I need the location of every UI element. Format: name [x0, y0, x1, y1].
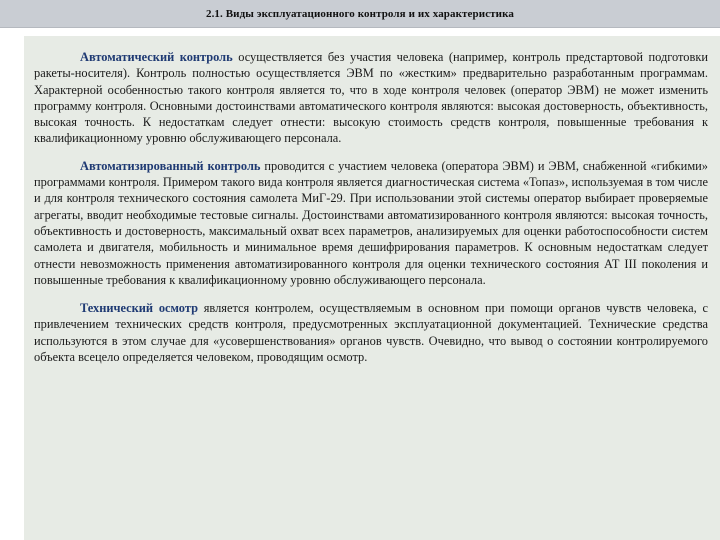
- title-bar: [0, 0, 720, 28]
- paragraph-technical-inspection: [34, 300, 708, 365]
- paragraph-text: является контролем, осуществляемым в основном при помощи органов чувств человека, с привлечением технических средств контроля, предусмотренных эксплуатационной документацией. Технические средства используются в этом случае для «усовершенствования» органов чувств. Очевидно, что вывод о состоянии контролируемого объекта всецело определяется человеком, проводящим осмотр.: [34, 301, 708, 365]
- paragraph-text: осуществляется без участия человека (например, контроль предстартовой подготовки ракеты-носителя). Контроль полностью осуществляется ЭВМ по «жестким» предварительно разработанным программам. Характерной особенностью такого контроля является то, что в ходе контроля человек (оператор ЭВМ) не может изменить программу контроля. Основными достоинствами автоматического контроля являются: высокая достоверность, объективность, высокая точность. К недостаткам следует отнести: высокую стоимость средств контроля, повышенные требования к квалификационному уровню обслуживающего персонала.: [34, 50, 709, 146]
- content-panel: [24, 36, 720, 540]
- paragraph-text: проводится с участием человека (оператора ЭВМ) и ЭВМ, снабженной «гибкими» программами контроля. Примером такого вида контроля является диагностическая система «Топаз», используемая в том числе и для контроля технического состояния самолета МиГ-29. При использовании этой системы оператор выбирает проверяемые агрегаты, вводит необходимые тестовые сигналы. Достоинствами автоматизированного контроля являются: высокая точность, объективность и достоверность, максимальный охват всех параметров, анализируемых для оценки работоспособности систем самолета и двигателя, мобильность и минимальное время дешифрирования параметров. К основным недостаткам следует отнести невозможность применения автоматизированного контроля для оценки технического состояния АТ III поколения и повышенные требования к квалификационному уровню обслуживающего персонала.: [34, 158, 708, 287]
- page-title: 2.1. Виды эксплуатационного контроля и их характеристика: [205, 7, 514, 20]
- term-technical-inspection: Технический осмотр: [80, 301, 198, 316]
- paragraph-automated-control: [34, 158, 708, 288]
- term-automatic-control: Автоматический контроль: [80, 50, 233, 64]
- term-automated-control: Автоматизированный контроль: [80, 158, 261, 173]
- paragraph-automatic-control: [34, 49, 708, 147]
